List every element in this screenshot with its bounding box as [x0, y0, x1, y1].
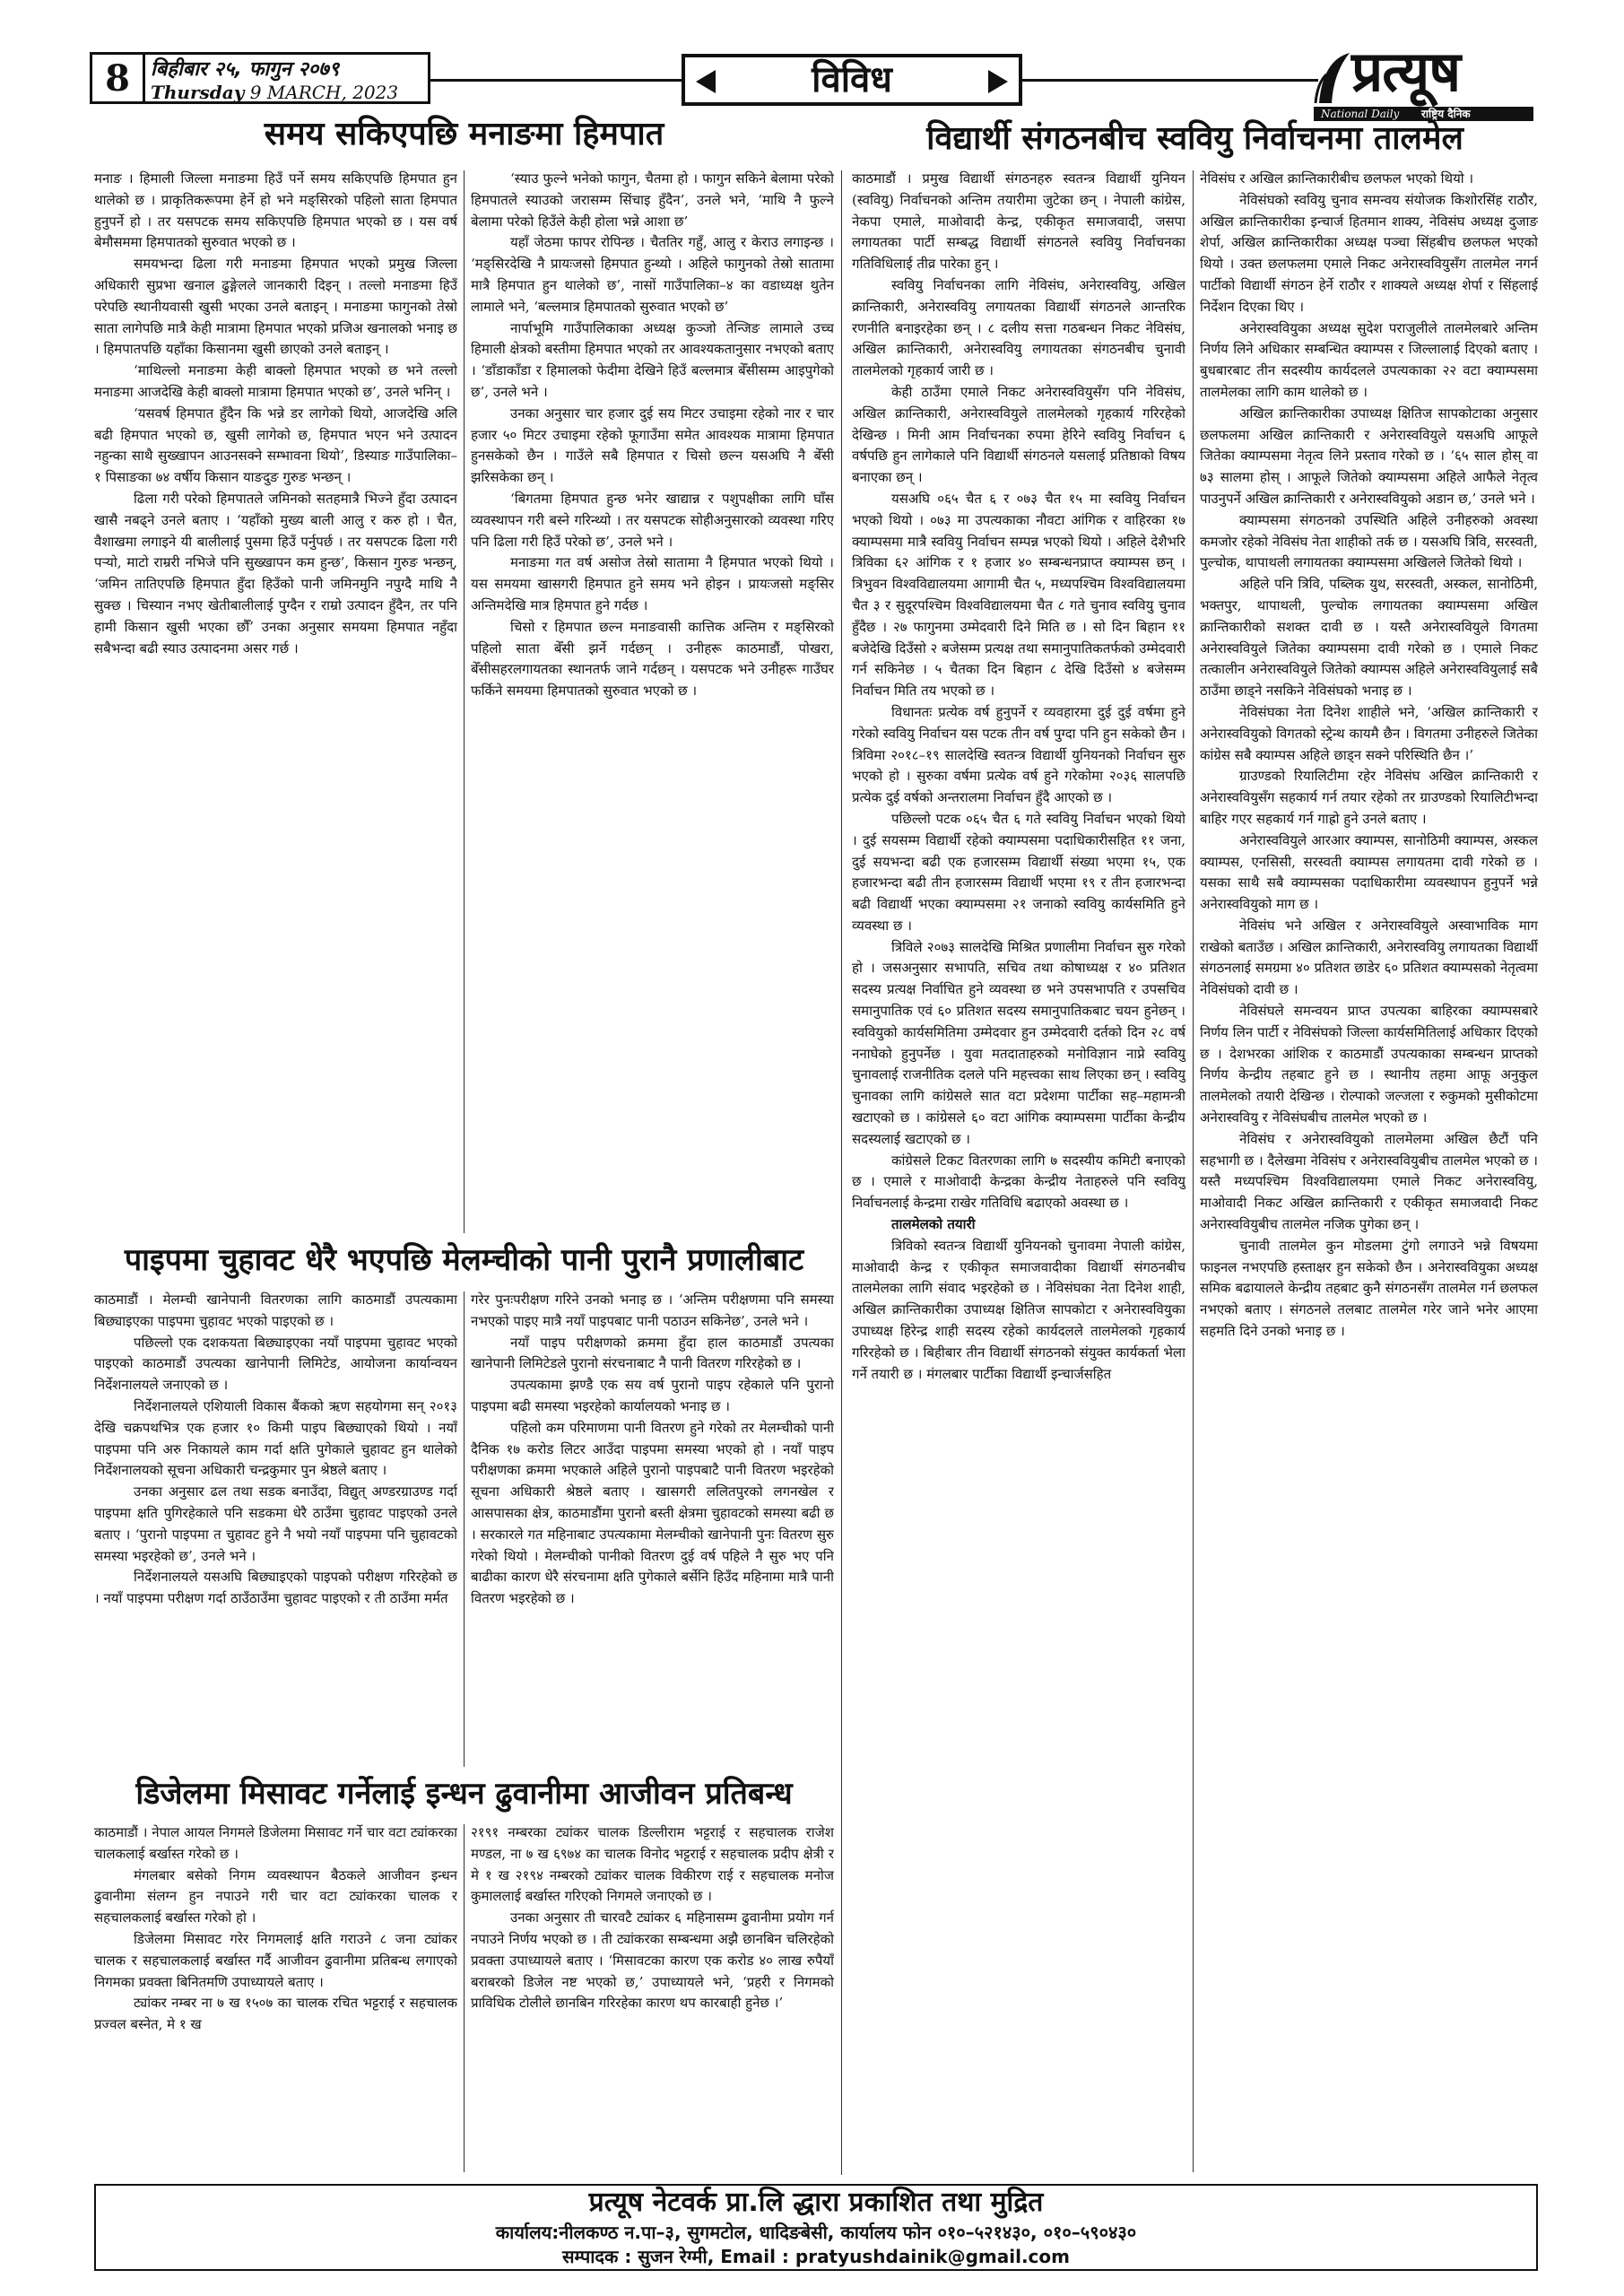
section-title: विविध [812, 59, 892, 100]
logo-tag-np: राष्ट्रिय दैनिक [1421, 108, 1471, 120]
logo-tag-en: National Daily [1321, 108, 1400, 120]
section-banner [682, 54, 1022, 106]
paragraph: ‘बिगतमा हिमपात हुन्छ भनेर खाद्यान्न र पशुपक्षीका लागि घाँस व्यवस्थापन गरी बस्ने गरिन्थ्यो । तर यसपटक सोहीअनुसारको व्यवस्था गरिए पनि ढिला गरी हिउँ परेको छ’, उनले भने । [471, 490, 834, 550]
paragraph: नेविसंघले समन्वयन प्राप्त उपत्यका बाहिरका क्याम्पसबारे निर्णय लिन पार्टी र नेविसंघको जिल्ला कार्यसमितिलाई अधिकार दिएको छ । देशभरका आंशिक र काठमाडौं उपत्यकाका सम्बन्धन प्राप्तको निर्णय केन्द्रीय तहबाट हुने छ । स्थानीय तहमा आफू अनुकुल तालमेलको तयारी देखिन्छ । रोल्पाको जल्जला र रुकुमको मुसीकोटमा अनेरास्ववियु र नेविसंघबीच तालमेल भएको छ । [1200, 1003, 1538, 1126]
paragraph: नेविसंघको स्ववियु चुनाव समन्वय संयोजक किशोरसिंह राठौर, अखिल क्रान्तिकारीका इन्चार्ज हितमान शाक्य, नेविसंघ अध्यक्ष दुजाङ शेर्पा, अखिल क्रान्तिकारीका अध्यक्ष पञ्चा सिंहबीच छलफल भएको थियो । उक्त छलफलमा एमाले निकट अनेरास्ववियुसँग तालमेल नगर्न पार्टीको विद्यार्थी संगठन हेर्ने राठौर र शाक्यले अध्यक्ष शेर्पा र सिंहलाई निर्देशन दिएका थिए । [1200, 191, 1538, 315]
date-box [143, 52, 430, 104]
paragraph: नेविसंघका नेता दिनेश शाहीले भने, ‘अखिल क्रान्तिकारी र अनेरास्ववियुको विगतको स्ट्रेन्थ कायमै छैन । विगतमा उनीहरुले जितेका कांग्रेस सबै क्याम्पस अहिले छाड्न सक्ने परिस्थिति छैन ।’ [1200, 703, 1538, 763]
column-rule [1193, 170, 1194, 2172]
date-weekday: Thursday [151, 82, 245, 103]
triangle-right-icon [988, 70, 1008, 93]
date-nepali: बिहीबार २५, फागुन २०७९ [151, 58, 340, 81]
article-pipe-col-2 [471, 1290, 834, 1770]
paragraph: उनका अनुसार चार हजार दुई सय मिटर उचाइमा रहेको नार र चार हजार ५० मिटर उचाइमा रहेको फूगाउँमा समेत आवश्यक मात्रामा हिमपात हुनसकेको छैन । गाउँले सबै हिमपात र चिसो छल्न यसअघि नै बेँसी झरिसकेका छन् । [471, 404, 834, 486]
paragraph: २१९१ नम्बरका ट्यांकर चालक डिल्लीराम भट्टराई र सहचालक राजेश मण्डल, ना ७ ख ६९७४ का चालक विनोद भट्टराई र सहचालक प्रदीप क्षेत्री र मे १ ख २१९४ नम्बरको ट्यांकर चालक विकीरण राई र सहचालक मनोज कुमाललाई बर्खास्त गरिएको निगमले जनाएको छ । [471, 1824, 834, 1905]
paragraph: निर्देशनालयले एशियाली विकास बैंकको ऋण सहयोगमा सन् २०१३ देखि चक्रपथभित्र एक हजार १० किमी पाइप बिछ्याएको थियो । नयाँ पाइपमा पनि अरु निकायले काम गर्दा क्षति पुगेकाले चुहावट हुन थालेको निर्देशनालयको सूचना अधिकारी चन्द्रकुमार पुन श्रेष्ठले बताए । [94, 1397, 457, 1479]
section-rule [841, 170, 842, 2175]
headline-pipe-leak: पाइपमा चुहावट धेरै भएपछि मेलम्चीको पानी पुरानै प्रणालीबाट [124, 1242, 804, 1278]
masthead-logo [1314, 40, 1533, 121]
paragraph: अखिल क्रान्तिकारीका उपाध्यक्ष क्षितिज सापकोटाका अनुसार छलफलमा अखिल क्रान्तिकारी र अनेरास्ववियुले यसअघि आफूले जितेका क्याम्पसमा नेतृत्व लिने प्रस्ताव गरेको छ । ‘६५ साल होस् वा ७३ सालमा होस् । आफूले जितेको क्याम्पसमा अहिले आफैले नेतृत्व पाउनुपर्ने अखिल क्रान्तिकारी र अनेरास्ववियुको अडान छ,’ उनले भने । [1200, 404, 1538, 507]
header-rule-left [430, 79, 682, 82]
triangle-left-icon [696, 70, 716, 93]
paragraph: नयाँ पाइप परीक्षणको क्रममा हुँदा हाल काठमाडौं उपत्यका खानेपानी लिमिटेडले पुरानो संरचनाबाट नै पानी वितरण गरिरहेको छ । [471, 1334, 834, 1372]
paragraph: मनाङ । हिमाली जिल्ला मनाङमा हिउँ पर्ने समय सकिएपछि हिमपात हुन थालेको छ । प्राकृतिकरूपमा हेर्ने हो भने मङ्सिरको पहिलो साता हिमपात हुनुपर्ने हो । तर यसपटक समय सकिएपछि हिमपात भएको छ । यस वर्ष बेमौसममा हिमपातको सुरुवात भएको छ । [94, 170, 457, 251]
paragraph: यसअघि ०६५ चैत ६ र ०७३ चैत १५ मा स्ववियु निर्वाचन भएको थियो । ०७३ मा उपत्यकाका नौवटा आंगिक र वाहिरका १७ क्याम्पसमा मात्रै स्ववियु निर्वाचन सम्पन्न भएको थियो । अहिले देशैभरि त्रिविका ६२ आंगिक र १ हजार ४० सम्बन्धनप्राप्त क्याम्पस छन् । त्रिभुवन विश्वविद्यालयमा आगामी चैत ५, मध्यपश्चिम विश्वविद्यालयमा चैत ३ र सुदूरपश्चिम विश्वविद्यालयमा चैत ८ गते चुनाव स्ववियु चुनाव हुँदैछ । २७ फागुनमा उम्मेदवारी दिने मिति छ । सो दिन बिहान ११ बजेदेखि दिउँसो २ बजेसम्म प्रत्यक्ष तथा समानुपातिकतर्फको उम्मेदवारी गर्न सकिनेछ । ५ चैतका दिन बिहान ८ देखि दिउँसो ४ बजेसम्म निर्वाचन मिति तय भएको छ । [852, 490, 1185, 700]
paragraph: यहाँ जेठमा फापर रोपिन्छ । चैततिर गहुँ, आलु र केराउ लगाइन्छ । ‘मङ्सिरदेखि नै प्रायःजसो हिमपात हुन्थ्यो । अहिले फागुनको तेस्रो सातामा मात्रै हिमपात हुन थालेको छ’, नासों गाउँपालिका–४ का वडाध्यक्ष थुतेन लामाले भने, ‘बल्लमात्र हिमपातको सुरुवात भएको छ’ [471, 234, 834, 315]
paragraph: पछिल्लो पटक ०६५ चैत ६ गते स्ववियु निर्वाचन भएको थियो । दुई सयसम्म विद्यार्थी रहेको क्याम्पसमा पदाधिकारीसहित ११ जना, दुई सयभन्दा बढी एक हजारसम्म विद्यार्थी संख्या भएमा १५, एक हजारभन्दा बढी तीन हजारसम्म विद्यार्थी भएमा १९ र तीन हजारभन्दा बढी विद्यार्थी भएका क्याम्पसमा २१ जनाको स्ववियु कार्यसमिति हुने व्यवस्था छ । [852, 810, 1185, 934]
column-rule [464, 1292, 465, 1767]
paragraph: चुनावी तालमेल कुन मोडलमा टुंगो लगाउने भन्ने विषयमा फाइनल नभएपछि हस्ताक्षर हुन सकेको छैन । अनेरास्ववियुका अध्यक्ष समिक बढायालले केन्द्रीय तहबाट कुनै संगठनसँग तालमेल गर्न छलफल नभएको बताए । संगठनले तलबाट तालमेल गरेर जाने भनेर आएमा सहमति दिने उनको भनाइ छ । [1200, 1237, 1538, 1340]
date-english: 9 MARCH, 2023 [249, 82, 399, 103]
article-student-col-2 [1200, 169, 1538, 2174]
paragraph: चिसो र हिमपात छल्न मनाङवासी कात्तिक अन्तिम र मङ्सिरको पहिलो साता बेँसी झर्ने गर्दछन् । उनीहरू काठमाडौं, पोखरा, बेँसीसहरलगायतका स्थानतर्फ जाने गर्दछन् । यसपटक भने उनीहरू गाउँघर फर्किने समयमा हिमपातको सुरुवात भएको छ । [471, 618, 834, 700]
paragraph: ढिला गरी परेको हिमपातले जमिनको सतहमात्रै भिज्ने हुँदा उत्पादन खासै नबढ्ने उनले बताए । ‘यहाँको मुख्य बाली आलु र करु हो । चैत, वैशाखमा लगाइने यी बालीलाई पुसमा हिउँ पर्नुपर्छ । तर यसपटक ढिला गरी पऱ्यो, माटो राम्ररी नभिजे पनि सुख्खापन कम हुन्छ’, किसान गुरुङ भन्छन्, ‘जमिन तातिएपछि हिमपात हुँदा हिउँको पानी जमिनमुनि नपुग्दै माथि नै सुक्छ । चिस्यान नभए खेतीबालीलाई पुग्दैन र राम्रो उत्पादन हुँदैन, तर पनि हामी किसान खुसी भएका छौँ’ उनका अनुसार समयमा हिमपात नहुँदा सबैभन्दा बढी स्याउ उत्पादनमा असर गर्छ । [94, 490, 457, 657]
paragraph: काठमाडौं । प्रमुख विद्यार्थी संगठनहरु स्वतन्त्र विद्यार्थी युनियन (स्ववियु) निर्वाचनको अन्तिम तयारीमा जुटेका छन् । नेपाली कांग्रेस, नेकपा एमाले, माओवादी केन्द्र, एकीकृत समाजवादी, जसपा लगायतका पार्टी सम्बद्ध विद्यार्थी संगठनले स्ववियु निर्वाचनका गतिविधिलाई तीव्र पारेका हुन् । [852, 170, 1185, 273]
paragraph: उनका अनुसार ती चारवटै ट्यांकर ६ महिनासम्म ढुवानीमा प्रयोग गर्न नपाउने निर्णय भएको छ । ती ट्यांकरका सम्बन्धमा अझै छानबिन चलिरहेको प्रवक्ता उपाध्यायले बताए । ‘मिसावटका कारण एक करोड ४० लाख रुपैयाँ बराबरको डिजेल नष्ट भएको छ,’ उपाध्यायले भने, ‘प्रहरी र निगमको प्राविधिक टोलीले छानबिन गरिरहेका कारण थप कारबाही हुनेछ ।’ [471, 1909, 834, 2012]
paragraph: विधानतः प्रत्येक वर्ष हुनुपर्ने र व्यवहारमा दुई दुई वर्षमा हुने गरेको स्ववियु निर्वाचन यस पटक तीन वर्ष पुग्दा पनि हुन सकेको छैन । त्रिविमा २०१८–१९ सालदेखि स्वतन्त्र विद्यार्थी युनियनको निर्वाचन सुरु भएको हो । सुरुका वर्षमा प्रत्येक वर्ष हुने गरेकोमा २०३६ सालपछि प्रत्येक दुई वर्षको अन्तरालमा निर्वाचन हुँदै आएको छ । [852, 703, 1185, 806]
column-rule [464, 170, 465, 1233]
article-pipe-col-1 [94, 1290, 457, 1770]
headline-snowfall: समय सकिएपछि मनाङमा हिमपात [264, 116, 664, 152]
footer-editor: सम्पादक : सुजन रेग्मी, Email : pratyushdainik@gmail.com [561, 2246, 1070, 2267]
header-rule-right [1022, 79, 1318, 82]
paragraph: केही ठाउँमा एमाले निकट अनेरास्ववियुसँग पनि नेविसंघ, अखिल क्रान्तिकारी, अनेरास्ववियुले तालमेलको गृहकार्य गरिरहेको देखिन्छ । मिनी आम निर्वाचनका रुपमा हेरिने स्ववियु निर्वाचन ६ वर्षपछि हुन लागेकाले पनि विद्यार्थी संगठनले यसलाई प्रतिष्ठाको विषय बनाएका छन् । [852, 383, 1185, 486]
article-diesel-col-1 [94, 1822, 457, 2174]
paragraph: क्याम्पसमा संगठनको उपस्थिति अहिले उनीहरुको अवस्था कमजोर रहेको नेविसंघ नेता शाहीको तर्क छ । यसअघि त्रिवि, सरस्वती, पुल्चोक, थापाथली लगायतका क्याम्पसमा अखिलले जितेको थियो । [1200, 511, 1538, 571]
footer-publisher: प्रत्यूष नेटवर्क प्रा.लि द्धारा प्रकाशित तथा मुद्रित [588, 2187, 1044, 2218]
paragraph: ग्राउण्डको रियालिटीमा रहेर नेविसंघ अखिल क्रान्तिकारी र अनेरास्ववियुसँग सहकार्य गर्न तयार रहेको तर ग्राउण्डको रियालिटीभन्दा बाहिर गएर सहकार्य गर्न गाह्रो हुने उनले बताए । [1200, 768, 1538, 827]
paragraph: काठमाडौं । मेलम्ची खानेपानी वितरणका लागि काठमाडौं उपत्यकामा बिछ्याइएका पाइपमा चुहावट भएको पाइएको छ । [94, 1292, 457, 1329]
paragraph: नार्पाभूमि गाउँपालिकाका अध्यक्ष कुञ्जो तेन्जिङ लामाले उच्च हिमाली क्षेत्रको बस्तीमा हिमपात भएको तर आवश्यकतानुसार नभएको बताए । ‘डाँडाकाँडा र हिमालको फेदीमा देखिने हिउँ बल्लमात्र बेँसीसम्म आइपुगेको छ’, उनले भने । [471, 319, 834, 400]
paragraph: त्रिविको स्वतन्त्र विद्यार्थी युनियनको चुनावमा नेपाली कांग्रेस, माओवादी केन्द्र र एकीकृत समाजवादीका विद्यार्थी संगठनबीच तालमेलका लागि संवाद भइरहेको छ । नेविसंघका नेता दिनेश शाही, अखिल क्रान्तिकारीका उपाध्यक्ष क्षितिज सापकोटा र अनेरास्ववियुका उपाध्यक्ष हिरेन्द्र शाही सदस्य रहेको कार्यदलले तालमेलको गृहकार्य गरिरहेको छ । बिहीबार तीन विद्यार्थी संगठनको संयुक्त कार्यकर्ता भेला गर्ने तयारी छ । मंगलबार पार्टीका विद्यार्थी इन्चार्जसहित [852, 1237, 1185, 1382]
paragraph: ‘माथिल्लो मनाङमा केही बाक्लो हिमपात भएको छ भने तल्लो मनाङमा आजदेखि केही बाक्लो मात्रामा हिमपात भएको छ’, उनले भनिन् । [94, 362, 457, 400]
page-number: 8 [90, 52, 145, 104]
paragraph: पहिलो कम परिमाणमा पानी वितरण हुने गरेको तर मेलम्चीको पानी दैनिक १७ करोड लिटर आउँदा पाइपमा समस्या भएको हो । नयाँ पाइप परीक्षणका क्रममा भएकाले अहिले पुरानो पाइपबाटै पानी वितरण भइरहेको सूचना अधिकारी श्रेष्ठले बताए । खासगरी ललितपुरको लगनखेल र आसपासका क्षेत्र, काठमाडौंमा पुरानो बस्ती क्षेत्रमा चुहावटको समस्या बढी छ । सरकारले गत महिनाबाट उपत्यकामा मेलम्चीको खानेपानी पुनः वितरण सुरु गरेको थियो । मेलम्चीको पानीको वितरण दुई वर्ष पहिले नै सुरु भए पनि बाढीका कारण धेरै संरचनामा क्षति पुगेकाले बर्सेनि हिउँद महिनामा मात्रै पानी वितरण भइरहेको छ । [471, 1419, 834, 1607]
paragraph: अहिले पनि त्रिवि, पब्लिक युथ, सरस्वती, अस्कल, सानोठिमी, भक्तपुर, थापाथली, पुल्चोक लगायतका क्याम्पसमा अखिल क्रान्तिकारीको सशक्त दावी छ । यस्तै अनेरास्ववियुले विगतमा अनेरास्ववियुले जितेका क्याम्पसमा दावी गरेको छ । एमाले निकट तत्कालीन अनेरास्ववियुले जितेको क्याम्पस अहिले अनेरास्ववियुलाई सबै ठाउँमा छाड्ने नसकिने नेविसंघको भनाइ छ । [1200, 576, 1538, 700]
article-student-col-1 [852, 169, 1185, 2174]
paragraph: समयभन्दा ढिला गरी मनाङमा हिमपात भएको प्रमुख जिल्ला अधिकारी सुप्रभा खनाल ढुङ्गेलले जानकारी दिइन् । तल्लो मनाङमा हिउँ परेपछि स्थानीयवासी खुसी भएका उनले बताइन् । मनाङमा फागुनको तेस्रो साता लागेपछि मात्रै केही मात्रामा हिमपात भएको प्रजिअ खनालको भनाइ छ । हिमपातपछि यहाँका किसानमा खुसी छाएको उनले बताइन् । [94, 256, 457, 358]
article-snowfall-col-1 [94, 169, 457, 1236]
paragraph: अनेरास्ववियुका अध्यक्ष सुदेश पराजुलीले तालमेलबारे अन्तिम निर्णय लिने अधिकार सम्बन्धित क्याम्पस र जिल्लालाई दिएको बताए । बुधबारबाट तीन सदस्यीय कार्यदलले उपत्यकाका २२ वटा क्याम्पसमा तालमेलका लागि काम थालेको छ । [1200, 319, 1538, 400]
paragraph: गरेर पुनःपरीक्षण गरिने उनको भनाइ छ । ‘अन्तिम परीक्षणमा पनि समस्या नभएको पाइए मात्रै नयाँ पाइपबाट पानी पठाउन सकिनेछ’, उनले भने । [471, 1292, 834, 1329]
article-snowfall-col-2 [471, 169, 834, 1236]
paragraph: निर्देशनालयले यसअघि बिछ्याइएको पाइपको परीक्षण गरिरहेको छ । नयाँ पाइपमा परीक्षण गर्दा ठाउँठाउँमा चुहावट पाइएको र ती ठाउँमा मर्मत [94, 1569, 457, 1607]
imprint-footer [94, 2184, 1538, 2271]
paragraph: मनाङमा गत वर्ष असोज तेस्रो सातामा नै हिमपात भएको थियो । यस समयमा खासगरी हिमपात हुने समय भने होइन । प्रायःजसो मङ्सिर अन्तिमदेखि मात्र हिमपात हुने गर्दछ । [471, 554, 834, 613]
paragraph: स्ववियु निर्वाचनका लागि नेविसंघ, अनेरास्ववियु, अखिल क्रान्तिकारी, अनेरास्ववियु लगायतका विद्यार्थी संगठनले आन्तरिक रणनीति बनाइरहेका छन् । ८ दलीय सत्ता गठबन्धन निकट नेविसंघ, अखिल क्रान्तिकारी, अनेरास्ववियु लगायतका संगठनबीच चुनावी तालमेलको गृहकार्य जारी छ । [852, 276, 1185, 379]
paragraph: अनेरास्ववियुले आरआर क्याम्पस, सानोठिमी क्याम्पस, अस्कल क्याम्पस, एनसिसी, सरस्वती क्याम्पस लगायतमा दावी गरेको छ । यसका साथै सबै क्याम्पसका पदाधिकारीमा व्यवस्थापन हुनुपर्ने भन्ने अनेरास्ववियुको माग छ । [1200, 831, 1538, 913]
headline-diesel: डिजेलमा मिसावट गर्नेलाई इन्धन ढुवानीमा आजीवन प्रतिबन्ध [135, 1776, 793, 1812]
paragraph: काठमाडौं । नेपाल आयल निगमले डिजेलमा मिसावट गर्ने चार वटा ट्यांकरका चालकलाई बर्खास्त गरेको छ । [94, 1824, 457, 1862]
subheading: तालमेलको तयारी [891, 1216, 976, 1233]
paragraph: कांग्रेसले टिकट वितरणका लागि ७ सदस्यीय कमिटी बनाएको छ । एमाले र माओवादी केन्द्रका केन्द्रीय नेताहरुले पनि स्ववियु निर्वाचनलाई केन्द्रमा राखेर गतिविधि बढाएको अवस्था छ । [852, 1152, 1185, 1212]
paragraph: नेविसंघ भने अखिल र अनेरास्ववियुले अस्वाभाविक माग राखेको बताउँछ । अखिल क्रान्तिकारी, अनेरास्ववियु लगायतका विद्यार्थी संगठनलाई समग्रमा ४० प्रतिशत छाडेर ६० प्रतिशत क्याम्पसको नेतृत्वमा नेविसंघको दावी छ । [1200, 917, 1538, 998]
article-diesel-col-2 [471, 1822, 834, 2174]
paragraph: नेविसंघ र अनेरास्ववियुको तालमेलमा अखिल छैटौं पनि सहभागी छ । दैलेखमा नेविसंघ र अनेरास्ववियुबीच तालमेल भएको छ । यस्तै मध्यपश्चिम विश्वविद्यालयमा एमाले निकट अनेरास्ववियु, माओवादी निकट अखिल क्रान्तिकारी र एकीकृत समाजवादी निकट अनेरास्ववियुबीच तालमेल नजिक पुगेका छन् । [1200, 1130, 1538, 1233]
headline-student-union: विद्यार्थी संगठनबीच स्ववियु निर्वाचनमा तालमेल [926, 120, 1463, 157]
paragraph: मंगलबार बसेको निगम व्यवस्थापन बैठकले आजीवन इन्धन ढुवानीमा संलग्न हुन नपाउने गरी चार वटा ट्यांकरका चालक र सहचालकलाई बर्खास्त गरेको हो । [94, 1866, 457, 1926]
footer-office: कार्यालय:नीलकण्ठ न.पा–३, सुगमटोल, धादिङबेसी, कार्यालय फोन ०१०–५२१४३०, ०१०–५९०४३० [495, 2222, 1137, 2243]
date-english-line [151, 82, 421, 103]
paragraph: डिजेलमा मिसावट गरेर निगमलाई क्षति गराउने ८ जना ट्यांकर चालक र सहचालकलाई बर्खास्त गर्दै आजीवन ढुवानीमा प्रतिबन्ध लगाएको निगमका प्रवक्ता बिनितमणि उपाध्यायले बताए । [94, 1930, 457, 1990]
paragraph: ट्यांकर नम्बर ना ७ ख १५०७ का चालक रचित भट्टराई र सहचालक प्रज्वल बस्नेत, मे १ ख [94, 1995, 457, 2033]
paragraph: त्रिविले २०७३ सालदेखि मिश्रित प्रणालीमा निर्वाचन सुरु गरेको हो । जसअनुसार सभापति, सचिव तथा कोषाध्यक्ष र ४० प्रतिशत सदस्य प्रत्यक्ष निर्वाचित हुने व्यवस्था छ भने उपसभापति र उपसचिव समानुपातिक एवं ६० प्रतिशत सदस्य समानुपातिकबाट चयन हुनेछन् । स्ववियुको कार्यसमितिमा उम्मेदवार हुन उम्मेदवारी दर्तको दिन २८ वर्ष ननाघेको हुनुपर्नेछ । युवा मतदाताहरुको मनोविज्ञान नाप्ने स्ववियु चुनावलाई राजनीतिक दलले पनि महत्त्वका साथ लिएका छन् । स्ववियु चुनावका लागि कांग्रेसले सात वटा प्रदेशमा पार्टीका सह–महामन्त्री खटाएको छ । कांग्रेसले ६० वटा आंगिक क्याम्पसमा पार्टीका केन्द्रीय सदस्यलाई खटाएको छ । [852, 938, 1185, 1147]
sun-icon [1314, 48, 1353, 105]
paragraph: पछिल्लो एक दशकयता बिछ्याइएका नयाँ पाइपमा चुहावट भएको पाइएको काठमाडौं उपत्यका खानेपानी लिमिटेड, आयोजना कार्यान्वयन निर्देशनालयले जनाएको छ । [94, 1334, 457, 1394]
paragraph: उपत्यकामा झण्डै एक सय वर्ष पुरानो पाइप रहेकाले पनि पुरानो पाइपमा बढी समस्या भइरहेको कार्यालयको भनाइ छ । [471, 1377, 834, 1414]
paragraph: नेविसंघ र अखिल क्रान्तिकारीबीच छलफल भएको थियो । [1200, 170, 1474, 187]
column-rule [464, 1824, 465, 2172]
paragraph: ‘यसवर्ष हिमपात हुँदैन कि भन्ने डर लागेको थियो, आजदेखि अलि बढी हिमपात भएको छ, खुसी लागेको छ, हिमपात भएन भने उत्पादन नहुन्का साथै सुख्खापन आउनसक्ने सम्भावना थियो’, डिस्याङ गाउँपालिका–१ पिसाङका ७४ वर्षीय किसान याङदुङ गुरुङ भन्छन् । [94, 404, 457, 486]
paragraph: ‘स्याउ फुल्ने भनेको फागुन, चैतमा हो । फागुन सकिने बेलामा परेको हिमपातले स्याउको जरासम्म सिंचाइ हुँदैन’, उनले भने, ‘माथि नै फुल्ने बेलामा परेको हिउँले केही होला भन्ने आशा छ’ [471, 170, 834, 230]
logo-name: प्रत्यूष [1351, 39, 1461, 104]
paragraph: उनका अनुसार ढल तथा सडक बनाउँदा, विद्युत् अण्डरग्राउण्ड गर्दा पाइपमा क्षति पुगिरहेकाले पनि सडकमा धेरै ठाउँमा चुहावट पाइएको उनले बताए । ‘पुरानो पाइपमा त चुहावट हुने नै भयो नयाँ पाइपमा पनि चुहावटको समस्या भइरहेको छ’, उनले भने । [94, 1483, 457, 1564]
